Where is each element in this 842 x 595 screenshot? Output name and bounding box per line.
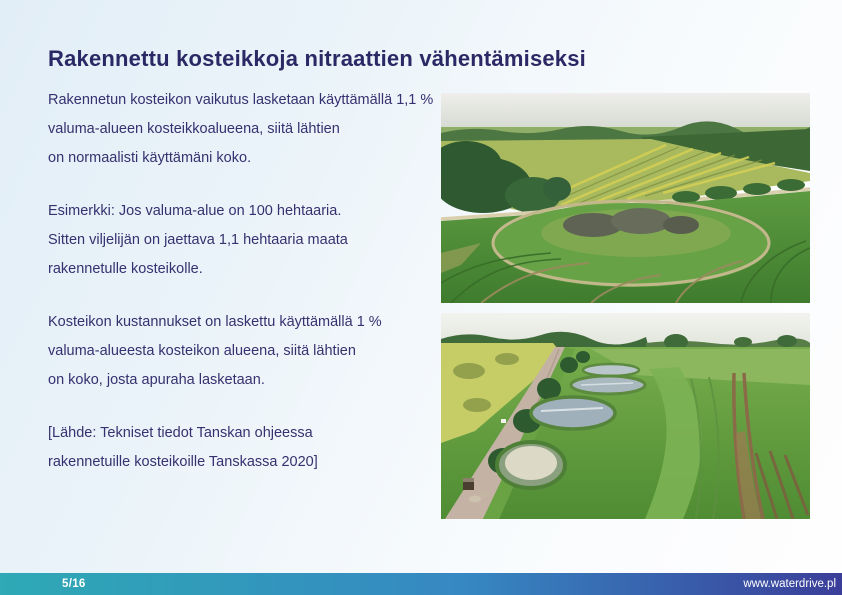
photo-column bbox=[441, 93, 810, 519]
paragraph-calculation bbox=[48, 86, 438, 173]
text-line: on koko, josta apuraha lasketaan. bbox=[48, 372, 265, 388]
text-line: Esimerkki: Jos valuma-alue on 100 hehtaaria. bbox=[48, 203, 342, 219]
aerial-photo-wetland-ring bbox=[441, 93, 810, 303]
paragraph-costs bbox=[48, 308, 438, 395]
paragraph-example bbox=[48, 197, 438, 284]
text-line: valuma-alueen kosteikkoalueena, siitä lähtien bbox=[48, 121, 340, 137]
text-line: Kosteikon kustannukset on laskettu käyttämällä 1 % bbox=[48, 314, 382, 330]
aerial-photo-wetland-chain bbox=[441, 313, 810, 519]
text-line: rakennetuille kosteikoille Tanskassa 2020] bbox=[48, 454, 318, 470]
body-text-column bbox=[48, 86, 438, 501]
page-title: Rakennettu kosteikkoja nitraattien vähentämiseksi bbox=[48, 46, 586, 71]
text-line: valuma-alueesta kosteikon alueena, siitä lähtien bbox=[48, 343, 356, 359]
text-line: Rakennetun kosteikon vaikutus lasketaan käyttämällä 1,1 % bbox=[48, 92, 434, 108]
text-line: rakennetulle kosteikolle. bbox=[48, 261, 203, 277]
text-line: Sitten viljelijän on jaettava 1,1 hehtaaria maata bbox=[48, 232, 348, 248]
text-line: on normaalisti käyttämäni koko. bbox=[48, 150, 252, 166]
page-number: 5/16 bbox=[62, 578, 86, 590]
footer-bar bbox=[0, 573, 842, 595]
paragraph-source bbox=[48, 419, 438, 477]
website-url: www.waterdrive.pl bbox=[743, 578, 836, 590]
text-line: [Lähde: Tekniset tiedot Tanskan ohjeessa bbox=[48, 425, 313, 441]
